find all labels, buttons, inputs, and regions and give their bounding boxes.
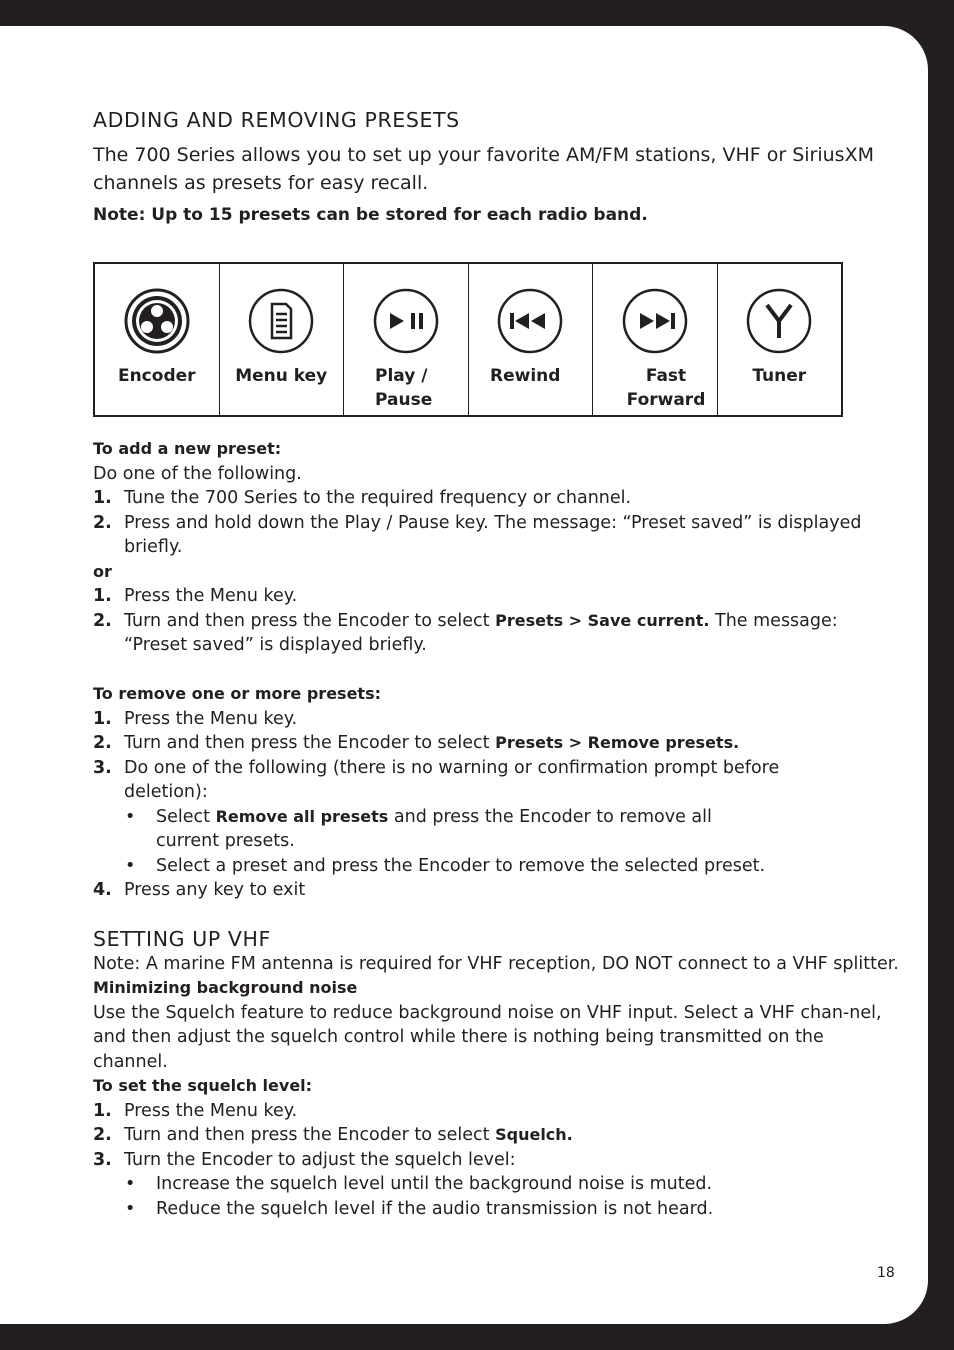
list-item [93,707,903,732]
key-cell-encoder [95,264,220,415]
menu-path: Presets > Remove presets. [495,733,740,752]
key-label-play-pause-text: Play / Pause [375,366,433,410]
key-label-play-pause [375,364,445,412]
menu-path: Squelch. [495,1125,573,1144]
presets-note: Note: Up to 15 presets can be stored for each radio band. [93,205,648,225]
noise-subtitle: Minimizing background noise [93,978,358,997]
key-cell-rewind [469,264,594,415]
list-number: 1. [93,586,112,606]
list-item [93,486,903,511]
key-cell-play-pause [344,264,469,415]
list-number: 2. [93,1125,112,1145]
key-label-tuner: Tuner [752,366,807,386]
list-item [93,584,903,609]
key-label-rewind: Rewind [490,366,561,386]
list-text: Press any key to exit [124,880,306,900]
list-item [93,878,903,903]
list-number: 1. [93,708,112,729]
list-text: Press the Menu key. [124,708,298,729]
section-heading-vhf: SETTING UP VHF [93,927,271,951]
list-item [93,511,903,560]
list-text: Select [156,806,216,827]
key-label-fast-forward [623,364,709,412]
tuner-antenna-icon [746,288,812,354]
list-text: Turn and then press the Encoder to select [124,1125,496,1145]
list-text: Turn the Encoder to adjust the squelch level: [124,1149,516,1170]
bullet-item [93,854,903,879]
list-item [93,756,824,805]
vhf-note: Note: A marine FM antenna is required for VHF reception, DO NOT connect to a VHF splitter. [93,953,899,974]
bullet-item [93,1172,903,1197]
menu-path: Presets > Save current. [495,610,710,630]
list-item [93,731,903,756]
list-text: and press the Encoder to remove all current presets. [156,806,712,851]
list-number: 4. [93,880,112,900]
fast-forward-icon [622,288,688,354]
control-keys-table [93,262,843,417]
list-item [93,1148,903,1173]
add-preset-title: To add a new preset: [93,439,282,458]
list-text: The message: “Preset saved” is displayed briefly. [124,610,838,655]
squelch-description: Use the Squelch feature to reduce background noise on VHF input. Select a VHF chan-nel, and then adjust the squelch control while there is nothing being transmitted on the channel. [93,1002,882,1072]
section-heading-presets: ADDING AND REMOVING PRESETS [93,108,460,132]
bullet-item [93,1197,903,1222]
rewind-icon [497,288,563,354]
list-item [93,1123,903,1148]
key-label-encoder: Encoder [117,366,196,386]
menu-option: Remove all presets [215,806,389,826]
presets-intro: The 700 Series allows you to set up your favorite AM/FM stations, VHF or SiriusXM channels as presets for easy recall. [93,144,874,194]
remove-preset-block [93,682,903,903]
list-text: Select a preset and press the Encoder to remove the selected preset. [156,855,766,876]
key-cell-fast-forward [593,264,718,415]
list-text: Press and hold down the Play / Pause key. The message: “Preset saved” is displayed briefly. [124,512,862,557]
list-number: 2. [93,733,112,753]
bullet-dot: • [125,855,136,876]
list-text: Tune the 700 Series to the required frequency or channel. [124,488,632,508]
list-number: 3. [93,1149,112,1170]
play-pause-icon [373,288,439,354]
bullet-dot: • [125,806,136,827]
list-number: 2. [93,610,112,631]
list-text: Reduce the squelch level if the audio transmission is not heard. [156,1198,714,1219]
list-text: Do one of the following (there is no warning or confirmation prompt before deletion): [124,757,780,802]
list-number: 2. [93,512,112,533]
menu-icon [248,288,314,354]
add-preset-lead: Do one of the following. [93,463,302,484]
encoder-icon [124,288,190,354]
remove-preset-title: To remove one or more presets: [93,684,381,703]
bullet-item [93,805,736,854]
list-text: Press the Menu key. [124,1100,298,1121]
list-text: Turn and then press the Encoder to select [124,610,496,631]
key-label-fast-forward-text: Fast Forward [626,366,706,410]
list-item [93,609,903,658]
bullet-dot: • [125,1198,136,1219]
list-item [93,1099,903,1124]
vhf-section [93,927,903,1221]
list-text: Increase the squelch level until the background noise is muted. [156,1174,713,1194]
key-cell-menu [220,264,345,415]
key-label-menu: Menu key [235,366,328,386]
list-text: Press the Menu key. [124,586,298,606]
bullet-dot: • [125,1174,136,1194]
list-number: 3. [93,757,112,778]
key-cell-tuner [718,264,842,415]
add-preset-block [93,437,903,658]
or-separator: or [93,561,112,581]
list-text: Turn and then press the Encoder to select [124,733,496,753]
presets-section-header [93,108,903,225]
page-number: 18 [877,1265,895,1281]
list-number: 1. [93,488,112,508]
squelch-title: To set the squelch level: [93,1076,313,1095]
list-number: 1. [93,1100,112,1121]
